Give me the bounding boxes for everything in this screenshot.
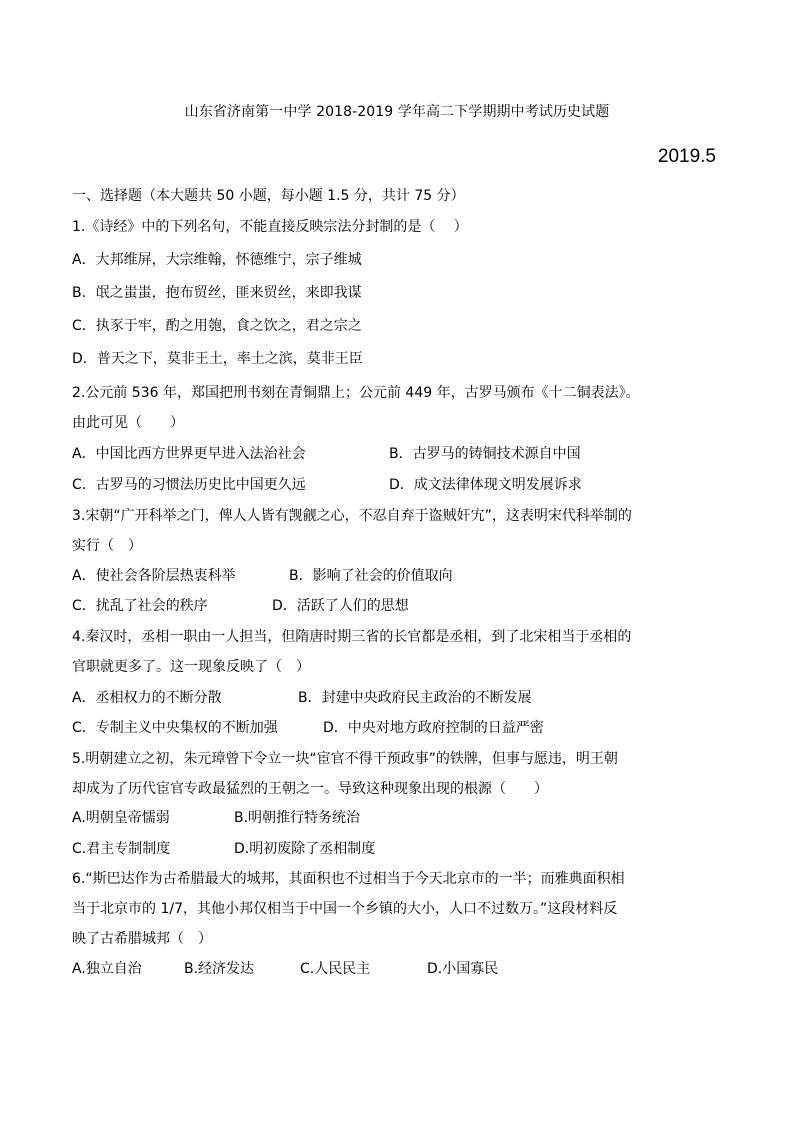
question-3-stem-line-1: 3.宋朝“广开科举之门，俾人人皆有觊觎之心，不忍自弃于盗贼奸宄”，这表明宋代科举制的 — [72, 508, 632, 524]
question-5-option-a: A.明朝皇帝懦弱 — [72, 810, 170, 826]
question-2-option-b: B．古罗马的铸铜技术源自中国 — [389, 446, 581, 462]
question-2-option-a: A．中国比西方世界更早进入法治社会 — [72, 446, 306, 462]
question-4-option-d: D．中央对地方政府控制的日益严密 — [323, 720, 544, 736]
question-2-option-d: D．成文法律体现文明发展诉求 — [389, 477, 582, 493]
question-5-stem-line-1: 5.明朝建立之初，朱元璋曾下令立一块“宦官不得干预政事”的铁牌，但事与愿违，明王朝 — [72, 751, 618, 767]
question-5-option-b: B.明朝推行特务统治 — [234, 810, 361, 826]
question-5-stem-line-2: 却成为了历代宦官专政最猛烈的王朝之一。导致这种现象出现的根源（ ） — [72, 781, 548, 797]
question-2-stem-line-1: 2.公元前 536 年，郑国把刑书刻在青铜鼎上；公元前 449 年，古罗马颁布《十二铜表法》。 — [72, 385, 640, 401]
question-3-option-a: A．使社会各阶层热衷科举 — [72, 568, 236, 584]
question-3-option-d: D．活跃了人们的思想 — [272, 598, 409, 614]
question-6-stem-line-2: 当于北京市的 1/7，其他小邦仅相当于中国一个乡镇的大小，人口不过数万。”这段材料反 — [72, 901, 618, 917]
question-3-option-c: C．扰乱了社会的秩序 — [72, 598, 208, 614]
question-3-stem-line-2: 实行（ ） — [72, 538, 142, 554]
question-6-option-a: A.独立自治 — [72, 961, 142, 977]
question-5-option-d: D.明初废除了丞相制度 — [234, 841, 376, 857]
exam-date: 2019.5 — [657, 146, 716, 167]
exam-title: 山东省济南第一中学 2018-2019 学年高二下学期期中考试历史试题 — [184, 104, 610, 120]
question-6-option-b: B.经济发达 — [184, 961, 255, 977]
question-1-option-c: C．执豕于牢，酌之用匏，食之饮之，君之宗之 — [72, 318, 362, 334]
question-1-option-b: B．氓之蚩蚩，抱布贸丝，匪来贸丝，来即我谋 — [72, 285, 362, 301]
question-1-option-d: D．普天之下，莫非王土，率土之滨，莫非王臣 — [72, 351, 363, 367]
question-6-stem-line-1: 6.“斯巴达作为古希腊最大的城邦，其面积也不过相当于今天北京市的一半；而雅典面积相 — [72, 871, 625, 887]
question-4-stem-line-2: 官职就更多了。这一现象反映了（ ） — [72, 659, 310, 675]
question-4-stem-line-1: 4.秦汉时，丞相一职由一人担当，但隋唐时期三省的长官都是丞相，到了北宋相当于丞相的 — [72, 629, 632, 645]
question-1-stem: 1.《诗经》中的下列名句，不能直接反映宗法分封制的是（ ） — [72, 219, 468, 235]
question-5-option-c: C.君主专制制度 — [72, 841, 171, 857]
question-2-stem-line-2: 由此可见（ ） — [72, 415, 184, 431]
question-4-option-b: B．封建中央政府民主政治的不断发展 — [298, 690, 532, 706]
question-2-option-c: C．古罗马的习惯法历史比中国更久远 — [72, 477, 306, 493]
question-4-option-c: C．专制主义中央集权的不断加强 — [72, 720, 278, 736]
question-6-stem-line-3: 映了古希腊城邦（ ） — [72, 931, 212, 947]
question-6-option-d: D.小国寡民 — [427, 961, 499, 977]
question-4-option-a: A．丞相权力的不断分散 — [72, 690, 222, 706]
section-heading: 一、选择题（本大题共 50 小题，每小题 1.5 分，共计 75 分） — [72, 188, 465, 204]
question-1-option-a: A．大邦维屏，大宗维翰，怀德维宁，宗子维城 — [72, 252, 362, 268]
question-3-option-b: B．影响了社会的价值取向 — [289, 568, 453, 584]
question-6-option-c: C.人民民主 — [300, 961, 371, 977]
